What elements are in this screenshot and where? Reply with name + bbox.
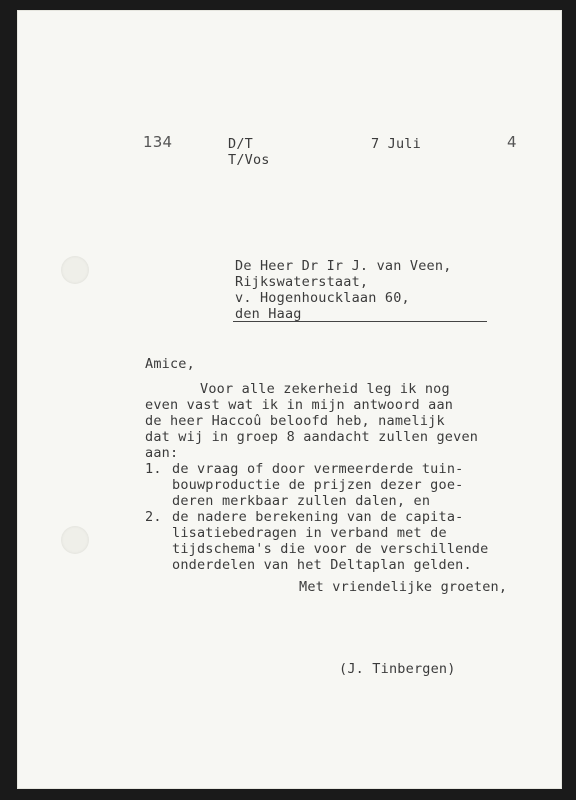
punch-hole (61, 256, 89, 284)
list-item-number: 1. (145, 461, 162, 477)
letter-page (17, 10, 562, 789)
list-item-number: 2. (145, 509, 162, 525)
list-item-line: de nadere berekening van de capita- (172, 509, 464, 525)
list-item-line: tijdschema's die voor de verschillende (172, 541, 489, 557)
paragraph-line: dat wij in groep 8 aandacht zullen geven (145, 429, 479, 445)
address-line: den Haag (235, 306, 302, 322)
address-line: De Heer Dr Ir J. van Veen, (235, 258, 452, 274)
paragraph-line: de heer Haccoû beloofd heb, namelijk (145, 413, 445, 429)
paragraph-line: Voor alle zekerheid leg ik nog (200, 381, 450, 397)
closing: Met vriendelijke groeten, (299, 579, 508, 595)
list-item-line: onderdelen van het Deltaplan gelden. (172, 557, 472, 573)
list-item-line: de vraag of door vermeerderde tuin- (172, 461, 464, 477)
address-line: v. Hogenhoucklaan 60, (235, 290, 410, 306)
reference-2: T/Vos (228, 152, 270, 168)
punch-hole (61, 526, 89, 554)
list-item-line: deren merkbaar zullen dalen, en (172, 493, 431, 509)
file-number: 134 (143, 133, 173, 151)
signature: (J. Tinbergen) (339, 661, 456, 677)
list-item-line: bouwproductie de prijzen dezer goe- (172, 477, 464, 493)
letter-date: 7 Juli (371, 136, 421, 152)
reference-1: D/T (228, 136, 253, 152)
salutation: Amice, (145, 356, 195, 372)
paragraph-line: even vast wat ik in mijn antwoord aan (145, 397, 454, 413)
paragraph-line: aan: (145, 445, 179, 461)
page-number: 4 (507, 133, 517, 151)
address-line: Rijkswaterstaat, (235, 274, 369, 290)
address-underline (233, 321, 487, 322)
list-item-line: lisatiebedragen in verband met de (172, 525, 447, 541)
